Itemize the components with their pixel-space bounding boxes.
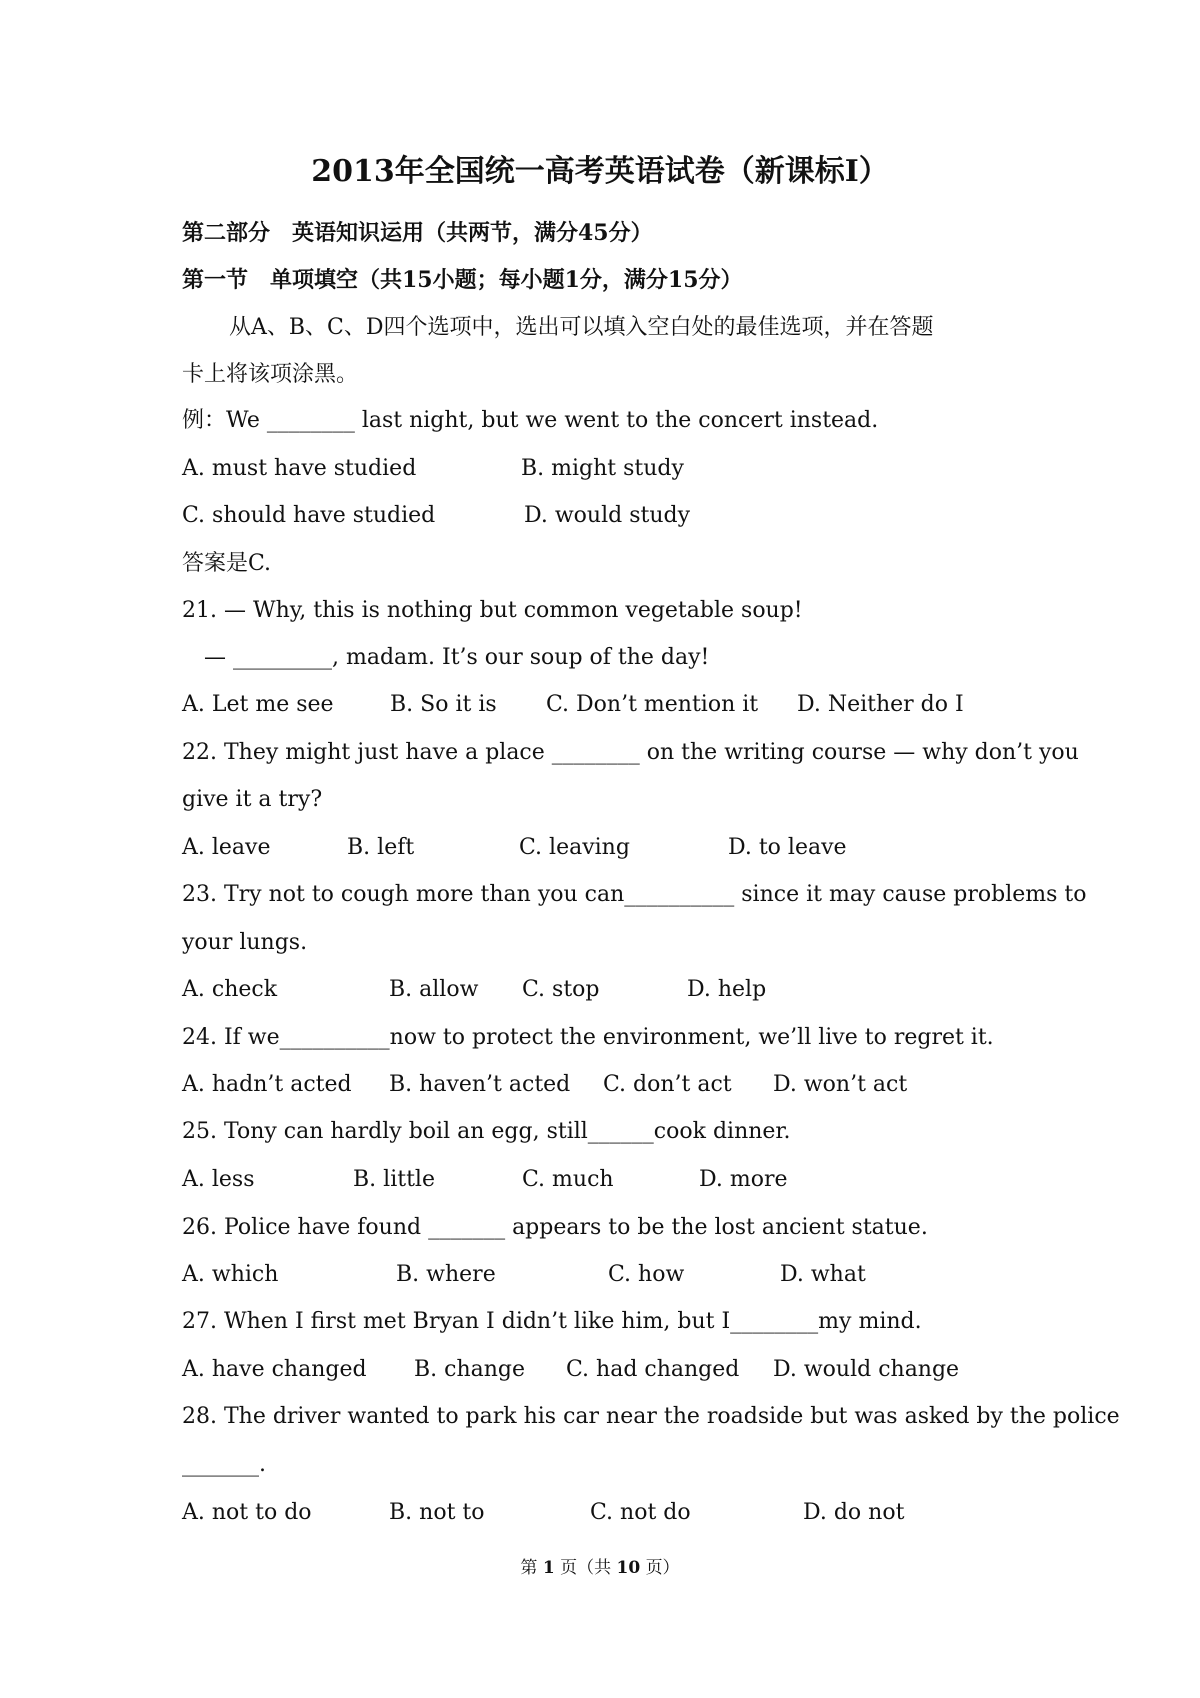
question-option: D. do not xyxy=(803,1500,905,1525)
question-option: B. So it is xyxy=(390,692,497,717)
instruction-line: 卡上将该项涂黑。 xyxy=(182,362,359,387)
question-option: A. hadn’t acted xyxy=(182,1072,352,1097)
footer-middle: 页（共 xyxy=(560,1558,612,1578)
footer-prefix: 第 xyxy=(520,1558,538,1578)
section-heading: 第一节 单项填空（共15小题；每小题1分，满分15分） xyxy=(182,267,743,293)
question-stem: 24. If we__________now to protect the environment, we’ll live to regret it. xyxy=(182,1025,994,1050)
question-option: D. won’t act xyxy=(773,1072,908,1097)
page-number: 1 xyxy=(542,1558,555,1578)
page-footer xyxy=(0,1556,1200,1580)
question-option: A. check xyxy=(182,977,278,1002)
question-option: D. what xyxy=(780,1262,866,1287)
example-option: D. would study xyxy=(524,503,691,528)
question-stem: 28. The driver wanted to park his car near the roadside but was asked by the police xyxy=(182,1404,1120,1429)
question-stem: — _________, madam. It’s our soup of the day! xyxy=(182,645,710,670)
question-option: B. allow xyxy=(389,977,479,1002)
question-stem: 22. They might just have a place ________ on the writing course — why don’t you xyxy=(182,740,1079,765)
page-total: 10 xyxy=(616,1558,641,1578)
question-option: C. don’t act xyxy=(603,1072,732,1097)
question-stem: 27. When I first met Bryan I didn’t like him, but I________my mind. xyxy=(182,1309,922,1334)
question-stem: 23. Try not to cough more than you can__________ since it may cause problems to xyxy=(182,882,1087,907)
question-stem: 21. — Why, this is nothing but common vegetable soup! xyxy=(182,598,803,623)
question-option: B. left xyxy=(347,835,415,860)
question-stem: _______. xyxy=(182,1452,266,1477)
question-option: C. not do xyxy=(590,1500,691,1525)
question-stem: give it a try? xyxy=(182,787,323,812)
part-heading: 第二部分 英语知识运用（共两节，满分45分） xyxy=(182,220,653,246)
question-option: A. have changed xyxy=(182,1357,367,1382)
question-option: B. not to xyxy=(389,1500,485,1525)
page-title: 2013年全国统一高考英语试卷（新课标I） xyxy=(311,154,889,189)
instruction-line: 从A、B、C、D四个选项中，选出可以填入空白处的最佳选项，并在答题 xyxy=(229,315,934,340)
example-option: C. should have studied xyxy=(182,503,436,528)
question-option: D. Neither do I xyxy=(797,692,964,717)
footer-suffix: 页） xyxy=(645,1558,680,1578)
question-stem: 26. Police have found _______ appears to be the lost ancient statue. xyxy=(182,1215,928,1240)
example-stem: 例：We ________ last night, but we went to the concert instead. xyxy=(182,408,879,433)
question-option: D. to leave xyxy=(728,835,847,860)
question-option: A. which xyxy=(182,1262,279,1287)
question-option: D. help xyxy=(687,977,767,1002)
question-stem: 25. Tony can hardly boil an egg, still______cook dinner. xyxy=(182,1119,791,1144)
question-option: B. change xyxy=(414,1357,526,1382)
question-option: C. stop xyxy=(522,977,600,1002)
question-option: C. how xyxy=(608,1262,685,1287)
question-option: C. Don’t mention it xyxy=(546,692,759,717)
question-option: B. where xyxy=(396,1262,496,1287)
question-stem: your lungs. xyxy=(182,930,308,955)
question-option: D. more xyxy=(699,1167,788,1192)
question-option: B. haven’t acted xyxy=(389,1072,571,1097)
example-option: A. must have studied xyxy=(182,456,417,481)
question-option: A. not to do xyxy=(182,1500,312,1525)
question-option: A. Let me see xyxy=(182,692,334,717)
question-option: C. leaving xyxy=(519,835,630,860)
question-option: B. little xyxy=(353,1167,435,1192)
question-option: D. would change xyxy=(773,1357,960,1382)
question-option: A. less xyxy=(182,1167,255,1192)
question-option: C. had changed xyxy=(566,1357,740,1382)
example-option: B. might study xyxy=(521,456,684,481)
question-option: A. leave xyxy=(182,835,271,860)
question-option: C. much xyxy=(522,1167,614,1192)
example-answer: 答案是C. xyxy=(182,551,272,576)
